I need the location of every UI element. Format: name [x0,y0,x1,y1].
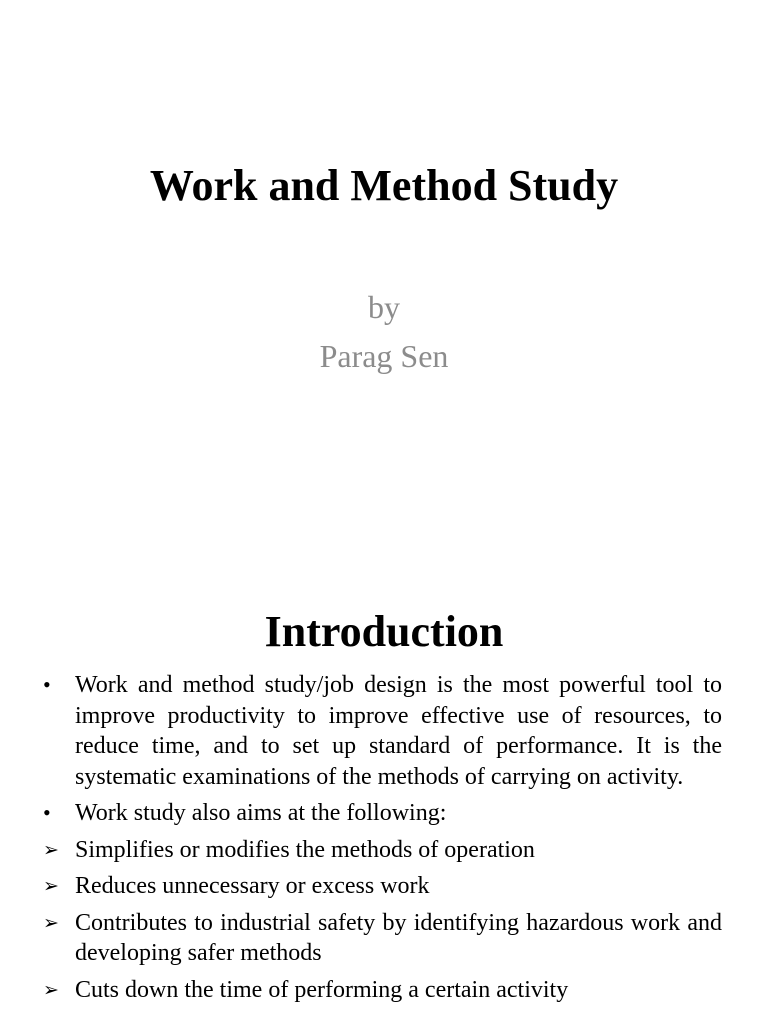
byline-label: by [368,289,400,325]
bullet-dot-icon: • [43,672,51,697]
introduction-slide [0,576,768,1024]
arrow-bullet-icon: ➢ [43,911,59,934]
list-item-text: Contributes to industrial safety by identifying hazardous work and developing safer methods [75,909,722,966]
list-item-text: Work study also aims at the following: [75,800,447,826]
list-item [43,908,722,969]
bullet-dot-icon: • [43,800,51,825]
presentation-title: Work and Method Study [149,161,619,210]
arrow-bullet-icon: ➢ [43,875,59,897]
list-item-text: Reduces unnecessary or excess work [75,873,430,899]
list-item-text: Simplifies or modifies the methods of operation [75,836,535,863]
author-name: Parag Sen [319,338,449,374]
list-item [43,835,722,866]
arrow-bullet-icon: ➢ [43,838,59,861]
list-item [43,670,722,792]
bullet-list [43,670,722,1005]
arrow-bullet-icon: ➢ [43,978,59,1001]
section-title: Introduction [264,607,504,656]
list-item-text: Cuts down the time of performing a certain activity [75,976,569,1003]
list-item-text: Work and method study/job design is the most powerful tool to improve productivity to improve effective use of resources, to reduce time, and to set up standard of performance. It is the systematic examinations of the methods of carrying on activity. [75,672,722,790]
list-item [43,975,722,1006]
list-item [43,871,722,902]
list-item [43,798,722,829]
